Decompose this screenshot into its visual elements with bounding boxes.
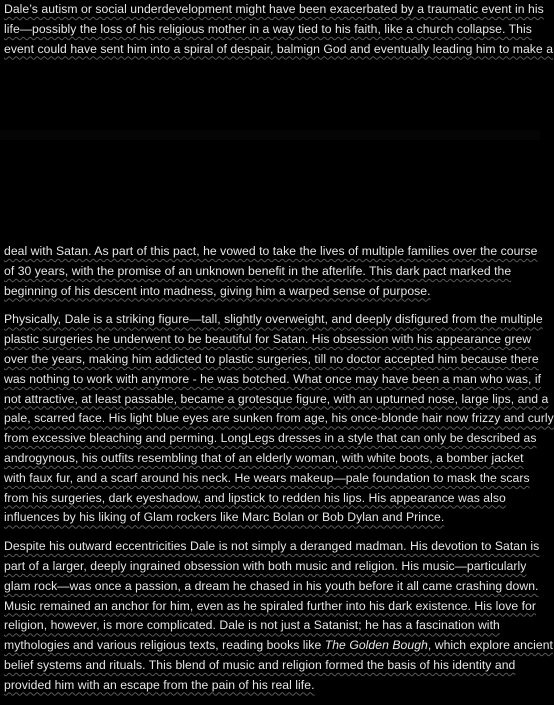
text-line: provided him with an escape from the pain of his real life.: [4, 677, 315, 692]
page-gap: [0, 130, 540, 140]
text-line: deal with Satan. As part of this pact, he vowed to take the lives of multiple families over the course: [4, 244, 538, 258]
music-religion-paragraph: [4, 537, 553, 695]
top-paragraph: [0, 0, 554, 60]
text-line: pale, scarred face. His light blue eyes are sunken from age, his once-blonde hair now frizzy and curly: [4, 411, 554, 426]
text-line: glam rock—was once a passion, a dream he chased in his youth before it all came crashing down.: [4, 578, 539, 593]
main-text: [0, 242, 554, 705]
text-line: over the years, making him addicted to plastic surgeries, till no doctor accepted him because there: [4, 351, 539, 366]
text-line: beginning of his descent into madness, giving him a warped sense of purpose.: [4, 283, 431, 298]
physical-description-paragraph: [4, 310, 554, 528]
text-line: from his surgeries, dark eyeshadow, and lipstick to redden his lips. His appearance was also: [4, 490, 506, 505]
continuation-paragraph: [4, 242, 538, 301]
text-line: was nothing to work with anymore - he was botched. What once may have been a man who was, if: [4, 371, 542, 386]
text-line: Despite his outward eccentricities Dale is not simply a deranged madman. His devotion to Satan is: [4, 539, 540, 554]
text-line: influences by his liking of Glam rockers like Marc Bolan or Bob Dylan and Prince.: [4, 510, 445, 525]
text-line: from excessive bleaching and perming. LongLegs dresses in a style that can only be described as: [4, 431, 537, 446]
text-line: of 30 years, with the promise of an unknown benefit in the afterlife. This dark pact marked the: [4, 263, 512, 278]
text-segment: , which explore ancient: [427, 638, 553, 653]
text-line: Music remained an anchor for him, even as he spiraled further into his dark existence. His love for: [4, 598, 536, 613]
book-title: The Golden Bough: [324, 638, 428, 653]
text-line: part of a larger, deeply ingrained obsession with both music and religion. His music—particularly: [4, 558, 527, 573]
text-line: life—possibly the loss of his religious mother in a way tied to his faith, like a church collapse. This: [4, 21, 532, 36]
text-line: with faux fur, and a scarf around his neck. He wears makeup—pale foundation to mask the scars: [4, 470, 530, 485]
text-line: androgynous, his outfits resembling that of an elderly woman, with white boots, a bomber jacket: [4, 450, 524, 465]
text-line-with-book-title: [4, 636, 553, 656]
text-segment: mythologies and various religious texts, reading books like: [4, 638, 325, 653]
text-line: plastic surgeries he underwent to be beautiful for Satan. His obsession with his appearance grew: [4, 332, 532, 347]
text-line: Dale’s autism or social underdevelopment might have been exacerbated by a traumatic event in his: [4, 2, 544, 16]
text-line: belief systems and rituals. This blend of music and religion formed the basis of his identity and: [4, 657, 516, 672]
text-line: event could have sent him into a spiral of despair, balmign God and eventually leading him to make a: [4, 41, 554, 56]
text-line: not attractive, at least passable, became a grotesque figure, with an upturned nose, large lips, and a: [4, 391, 549, 406]
text-line: religion, however, is more complicated. Dale is not just a Satanist; he has a fascination with: [4, 618, 500, 633]
text-line: Physically, Dale is a striking figure—tall, slightly overweight, and deeply disfigured from the multiple: [4, 312, 543, 327]
